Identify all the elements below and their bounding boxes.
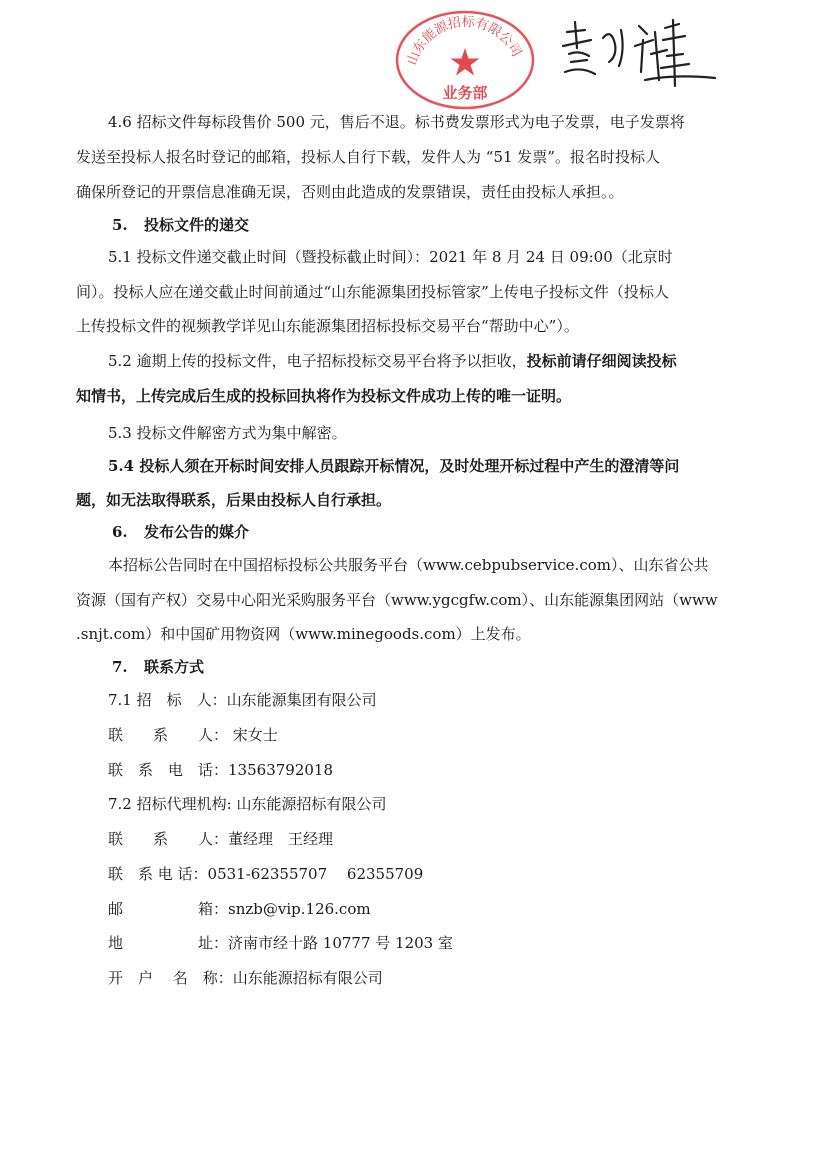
contact-label: 联 系 人： (108, 726, 229, 744)
contact-label: 7.2 招标代理机构: (108, 795, 237, 813)
contact-value: 山东能源招标有限公司 (236, 795, 387, 813)
contact-value: snzb@vip.126.com (228, 900, 371, 918)
para-6-line-3: .snjt.com）和中国矿用物资网（www.minegoods.com）上发布。 (76, 625, 531, 643)
section-6-title: 发布公告的媒介 (144, 523, 250, 541)
contact-value: 山东能源招标有限公司 (232, 969, 383, 987)
seal-star-icon (451, 48, 480, 76)
para-4-6-line-1: 4.6 招标文件每标段售价 500 元，售后不退。标书费发票形式为电子发票，电子发票将 (108, 113, 685, 131)
contact-value: 13563792018 (228, 761, 333, 779)
section-5-title: 投标文件的递交 (144, 216, 250, 234)
para-5-1-line-3: 上传投标文件的视频教学详见山东能源集团招标投标交易平台“帮助中心”）。 (76, 317, 579, 335)
handwritten-signature (555, 10, 725, 94)
para-5-1-line-2: 间）。投标人应在递交截止时间前通过“山东能源集团投标管家”上传电子投标文件（投标人 (76, 283, 669, 301)
para-5-2-bold: 投标前请仔细阅读投标 (526, 352, 677, 370)
contact-value: 0531-62355707 62355709 (207, 865, 424, 883)
contact-label: 地 址： (108, 934, 229, 952)
contact-line (108, 968, 383, 988)
para-6-line-2: 资源（国有产权）交易中心阳光采购服务平台（www.ygcgfw.com）、山东能源集团网站（www (76, 591, 718, 609)
contact-value: 董经理 王经理 (228, 830, 334, 848)
para-5-2-line-2: 知情书，上传完成后生成的投标回执将作为投标文件成功上传的唯一证明。 (76, 387, 572, 405)
contact-line (108, 794, 386, 814)
para-5-4-line-1: 5.4 投标人须在开标时间安排人员跟踪开标情况，及时处理开标过程中产生的澄清等问 (108, 457, 680, 475)
para-4-6-line-2: 发送至投标人报名时登记的邮箱，投标人自行下载，发件人为 “51 发票”。报名时投标人 (76, 148, 660, 166)
contact-line (108, 864, 423, 884)
contact-label: 邮 箱： (108, 900, 229, 918)
contact-label: 7.1 招 标 人： (108, 691, 227, 709)
contact-line (108, 829, 333, 849)
para-5-4-line-2: 题，如无法取得联系，后果由投标人自行承担。 (76, 491, 392, 509)
seal-arc-text: 山东能源招标有限公司 (404, 14, 524, 68)
para-5-2-line-1 (108, 351, 677, 371)
contact-value: 宋女士 (228, 726, 278, 744)
para-5-2-normal: 5.2 逾期上传的投标文件，电子招标投标交易平台将予以拒收， (108, 352, 527, 370)
contact-label: 联 系 电 话： (108, 865, 208, 883)
contact-label: 联 系 电 话： (108, 761, 229, 779)
section-7-number: 7. (112, 658, 128, 676)
contact-line (108, 899, 371, 919)
contact-value: 山东能源集团有限公司 (226, 691, 377, 709)
contact-label: 开 户 名 称： (108, 969, 233, 987)
contact-line (108, 725, 278, 745)
contact-label: 联 系 人： (108, 830, 229, 848)
para-5-1-line-1: 5.1 投标文件递交截止时间（暨投标截止时间）：2021 年 8 月 24 日 09:00（北京时 (108, 248, 673, 266)
contact-value: 济南市经十路 10777 号 1203 室 (228, 934, 453, 952)
section-6-number: 6. (112, 523, 128, 541)
contact-line (108, 760, 333, 780)
para-4-6-line-3: 确保所登记的开票信息准确无误，否则由此造成的发票错误，责任由投标人承担。。 (76, 183, 624, 201)
company-seal (395, 4, 535, 110)
contact-line (108, 933, 453, 953)
contact-line (108, 690, 377, 710)
para-6-line-1: 本招标公告同时在中国招标投标公共服务平台（www.cebpubservice.com）、山东省公共 (108, 556, 709, 574)
section-7-title: 联系方式 (144, 658, 205, 676)
para-5-3: 5.3 投标文件解密方式为集中解密。 (108, 424, 347, 442)
seal-dept-text: 业务部 (442, 84, 488, 102)
section-5-number: 5. (112, 216, 128, 234)
